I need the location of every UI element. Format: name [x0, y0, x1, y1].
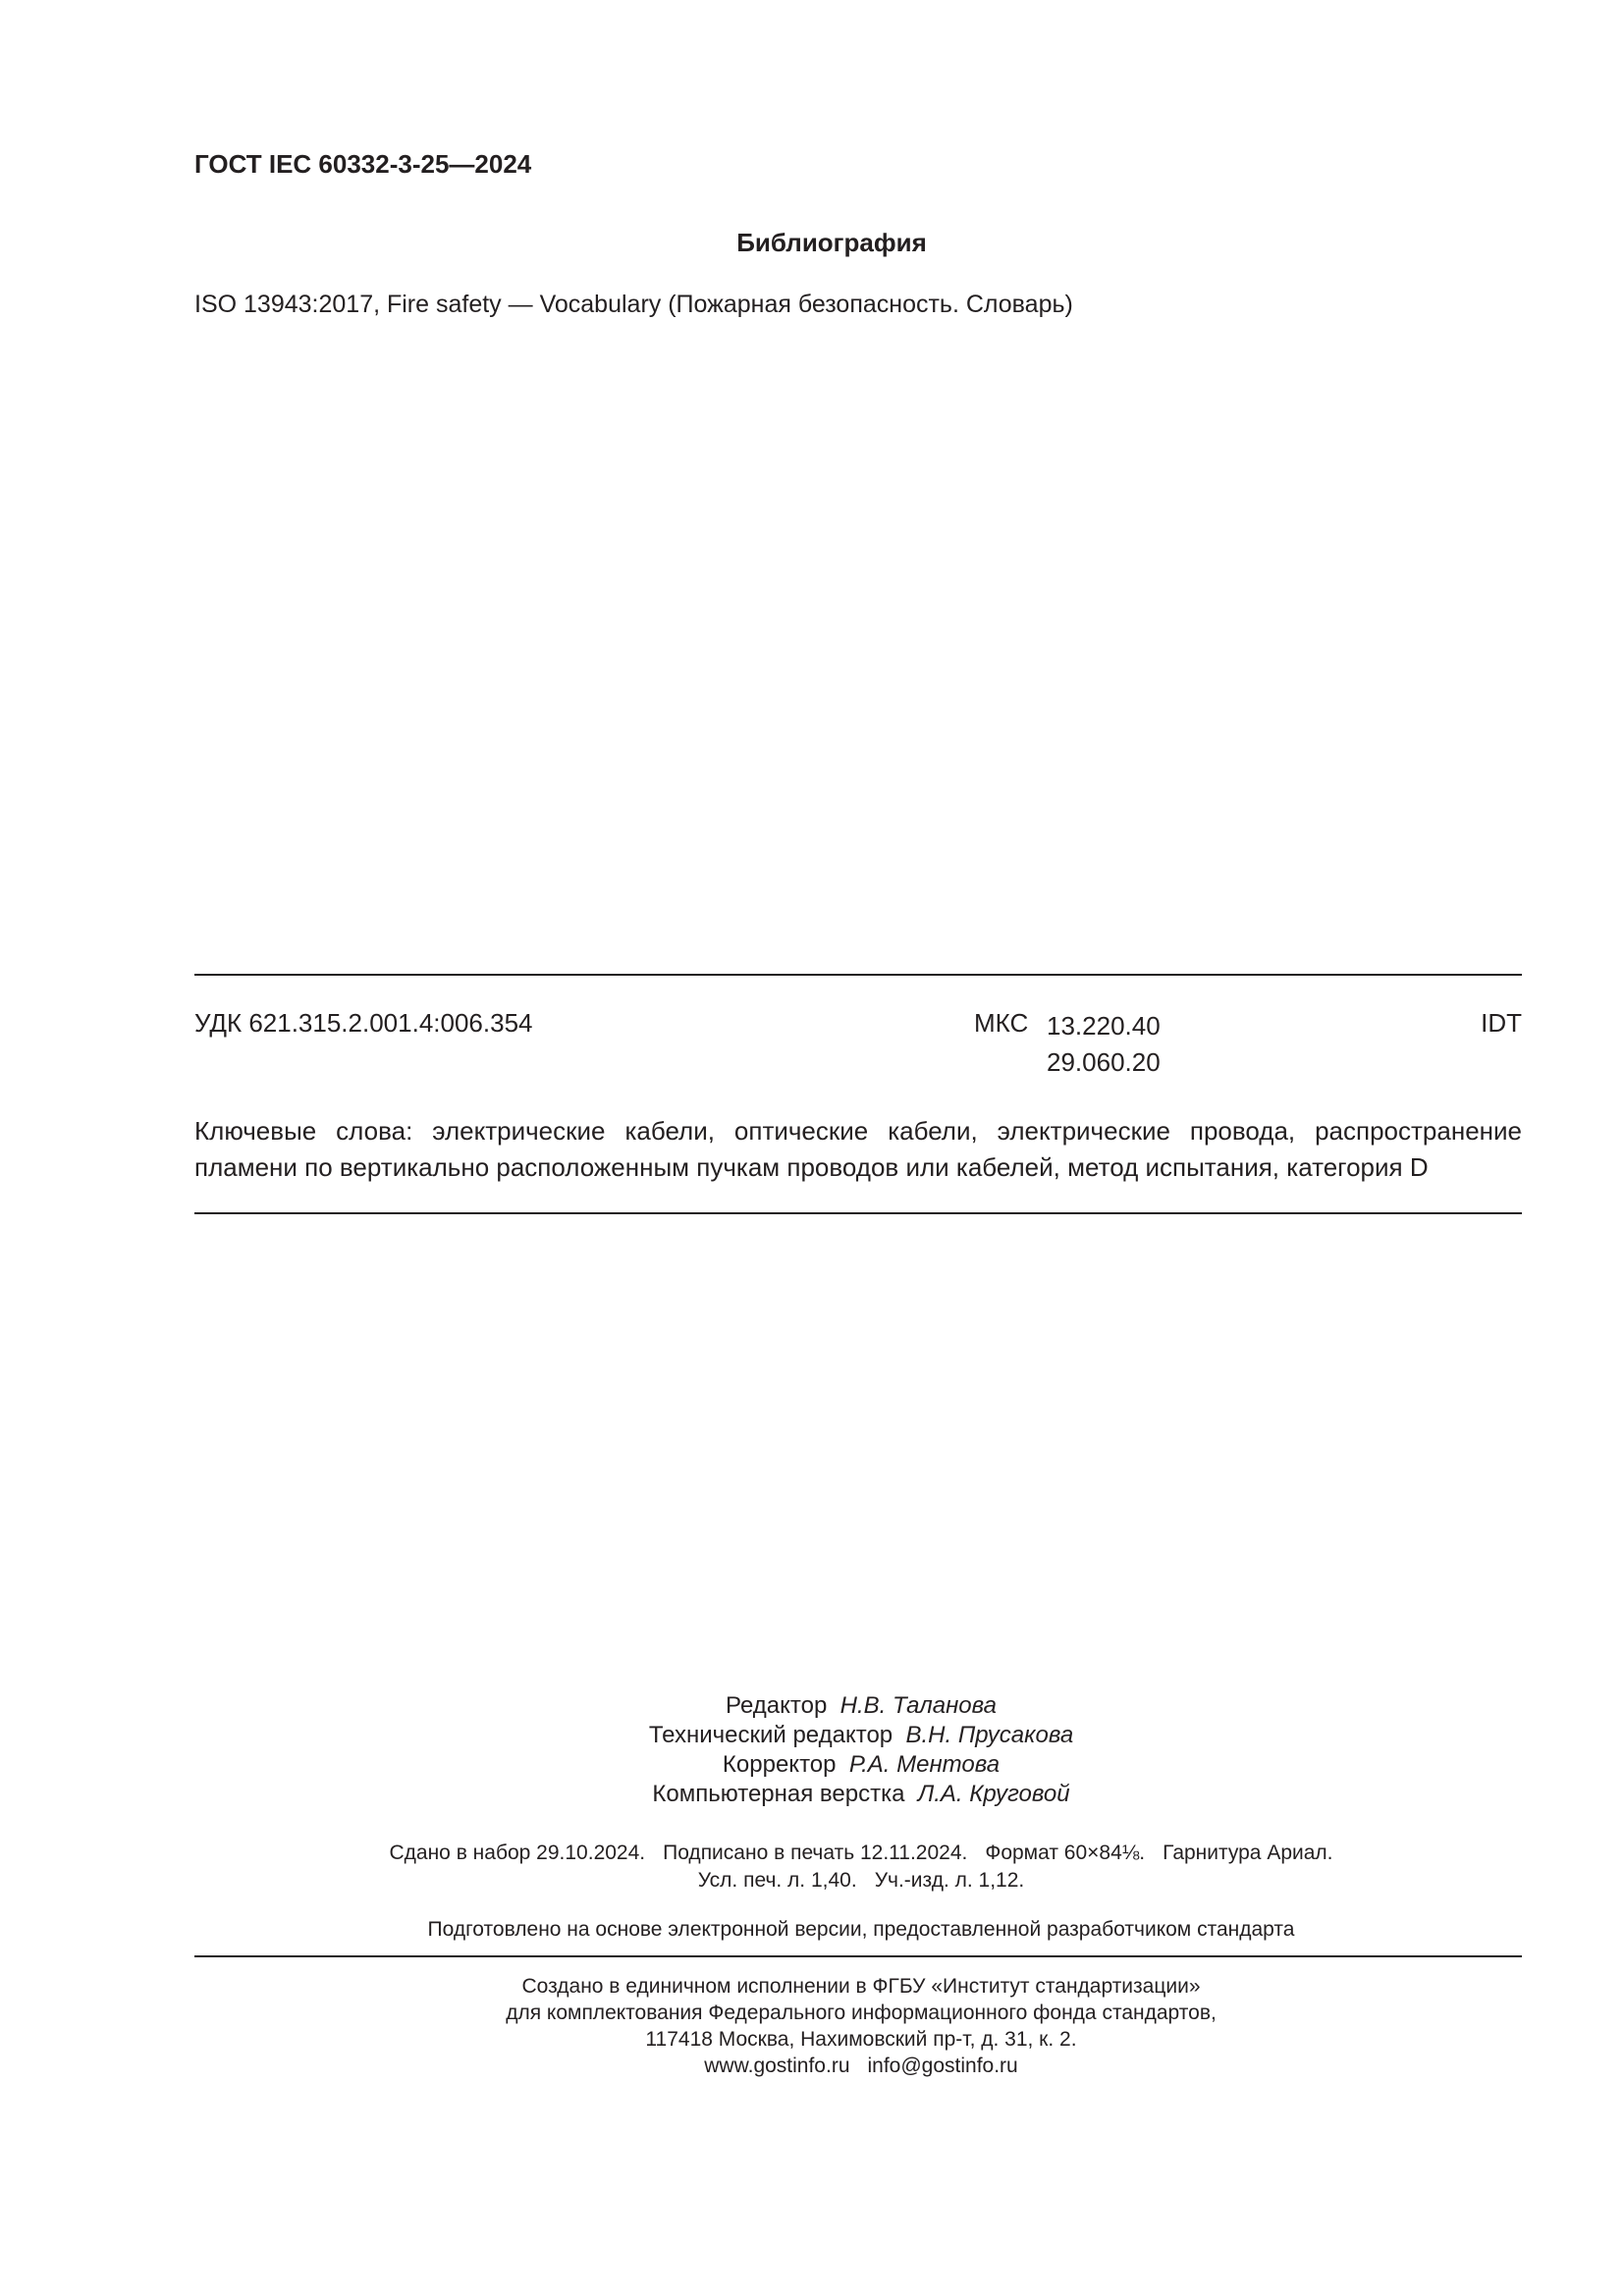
credit-line — [98, 1691, 1624, 1721]
keywords-text: электрические кабели, оптические кабели, электрические провода, распространение пламени по вертикально расположенным пучкам проводов или кабелей, метод испытания, категория D — [194, 1116, 1522, 1182]
bibliography-title: Библиография — [736, 228, 927, 257]
credit-role: Технический редактор — [648, 1722, 893, 1748]
publisher-line: Создано в единичном исполнении в ФГБУ «Институт стандартизации» — [521, 1975, 1201, 1998]
paper-format: Формат 60×84⅛. — [985, 1842, 1146, 1864]
keywords-paragraph — [194, 1113, 1522, 1186]
credit-person: Л.А. Круговой — [917, 1781, 1070, 1807]
idt-marker: IDT — [1481, 1008, 1522, 1038]
credit-role: Компьютерная верстка — [652, 1781, 905, 1807]
publisher-line: 117418 Москва, Нахимовский пр-т, д. 31, к. 2. — [645, 2028, 1077, 2051]
bibliography-entry: ISO 13943:2017, Fire safety — Vocabulary (Пожарная безопасность. Словарь) — [194, 291, 1073, 318]
typeface: Гарнитура Ариал. — [1163, 1842, 1333, 1864]
credit-line — [98, 1750, 1624, 1780]
credits-block — [0, 1691, 1624, 1809]
credit-role: Корректор — [722, 1751, 837, 1778]
mks-codes — [1047, 1008, 1161, 1081]
credit-role: Редактор — [726, 1692, 828, 1719]
credit-person: В.Н. Прусакова — [905, 1722, 1074, 1748]
email-link[interactable]: info@gostinfo.ru — [867, 2055, 1018, 2077]
publisher-contacts — [98, 2053, 1624, 2079]
mks-code: 29.060.20 — [1047, 1047, 1161, 1077]
website-link[interactable]: www.gostinfo.ru — [704, 2055, 850, 2077]
print-info-line — [98, 1867, 1624, 1895]
publisher-line: для комплектования Федерального информационного фонда стандартов, — [506, 2002, 1217, 2024]
divider-bottom — [194, 1955, 1522, 1957]
udk-code: УДК 621.315.2.001.4:006.354 — [194, 1008, 533, 1038]
print-info — [0, 1840, 1624, 1895]
keywords-label: Ключевые слова: — [194, 1116, 413, 1146]
divider-top — [194, 974, 1522, 976]
credit-person: Р.А. Ментова — [848, 1751, 1001, 1778]
publisher-block — [0, 1973, 1624, 2079]
print-info-line — [98, 1840, 1624, 1867]
print-sheets: Усл. печ. л. 1,40. — [697, 1869, 857, 1892]
submitted-date: Сдано в набор 29.10.2024. — [389, 1842, 646, 1864]
credit-person: Н.В. Таланова — [839, 1692, 997, 1719]
standard-number: ГОСТ IEC 60332-3-25—2024 — [194, 149, 532, 179]
credit-line — [98, 1780, 1624, 1809]
divider-middle — [194, 1212, 1522, 1214]
credit-line — [98, 1721, 1624, 1750]
mks-label: МКС — [974, 1008, 1029, 1038]
prepared-note: Подготовлено на основе электронной версии, предоставленной разработчиком стандарта — [427, 1918, 1295, 1941]
publishing-sheets: Уч.-изд. л. 1,12. — [874, 1869, 1025, 1892]
signed-date: Подписано в печать 12.11.2024. — [663, 1842, 968, 1864]
mks-code: 13.220.40 — [1047, 1011, 1161, 1041]
